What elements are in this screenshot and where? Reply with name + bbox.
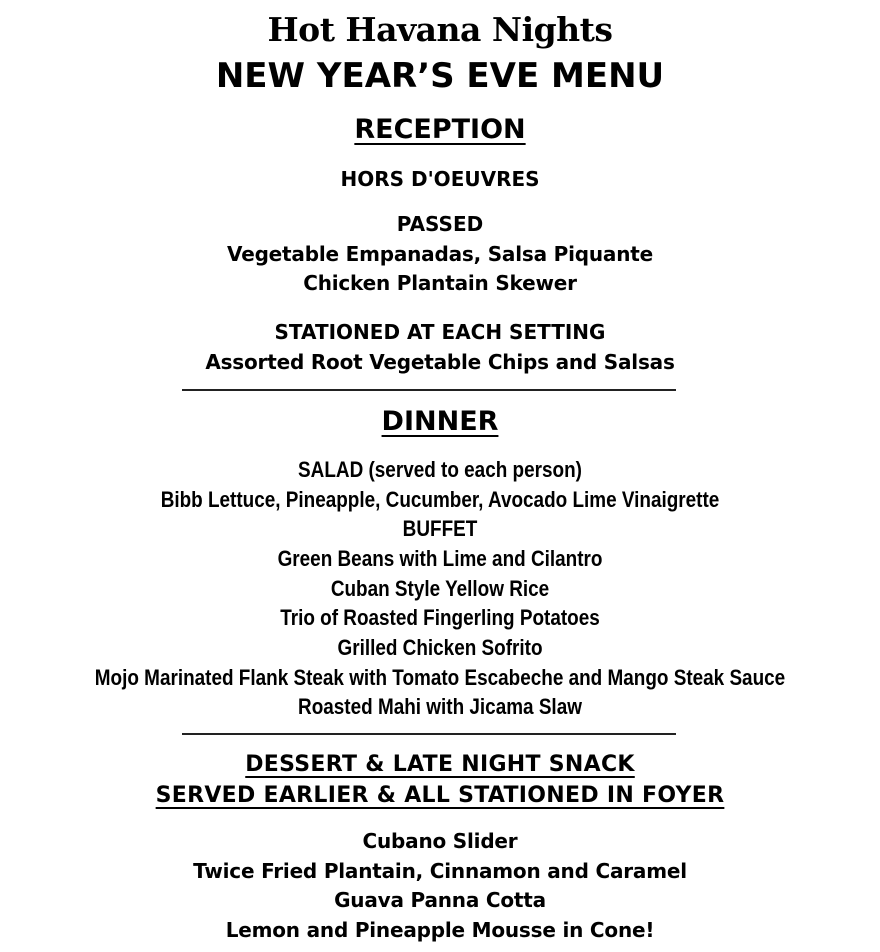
stationed-label: STATIONED AT EACH SETTING	[274, 320, 606, 344]
menu-item: Cubano Slider	[362, 829, 518, 853]
menu-item: Grilled Chicken Sofrito	[337, 635, 543, 660]
menu-item: Bibb Lettuce, Pineapple, Cucumber, Avocado Lime Vinaigrette	[160, 487, 720, 512]
menu-item: Green Beans with Lime and Cilantro	[277, 546, 603, 571]
dessert-heading-line1: DESSERT & LATE NIGHT SNACK	[245, 752, 635, 777]
menu-item: Cuban Style Yellow Rice	[330, 576, 550, 601]
section-heading-dinner	[0, 406, 880, 437]
section-heading-dessert-note	[0, 783, 880, 808]
menu-item: Lemon and Pineapple Mousse in Cone!	[225, 918, 655, 942]
menu-item: Mojo Marinated Flank Steak with Tomato Escabeche and Mango Steak Sauce	[94, 665, 786, 690]
menu-item: Twice Fried Plantain, Cinnamon and Caramel	[193, 859, 687, 883]
menu-item: Trio of Roasted Fingerling Potatoes	[280, 605, 600, 630]
menu-item: Assorted Root Vegetable Chips and Salsas	[205, 350, 675, 374]
menu-item: Vegetable Empanadas, Salsa Piquante	[227, 242, 653, 266]
menu-item: Chicken Plantain Skewer	[303, 271, 577, 295]
hors-doeuvres-heading: HORS D'OEUVRES	[340, 167, 540, 191]
menu-subtitle: NEW YEAR’S EVE MENU	[215, 56, 665, 96]
salad-label: SALAD (served to each person)	[298, 457, 582, 482]
menu-title: Hot Havana Nights	[267, 10, 613, 49]
passed-label: PASSED	[396, 212, 484, 236]
section-heading-dessert	[0, 752, 880, 777]
menu-item: Guava Panna Cotta	[334, 888, 546, 912]
dinner-heading-text: DINNER	[381, 406, 499, 437]
section-heading-reception	[0, 114, 880, 145]
dessert-heading-line2: SERVED EARLIER & ALL STATIONED IN FOYER	[155, 783, 725, 808]
menu-item: Roasted Mahi with Jicama Slaw	[298, 694, 582, 719]
section-divider	[182, 733, 676, 735]
section-divider	[182, 389, 676, 391]
reception-heading-text: RECEPTION	[354, 114, 526, 145]
buffet-label: BUFFET	[402, 516, 478, 541]
